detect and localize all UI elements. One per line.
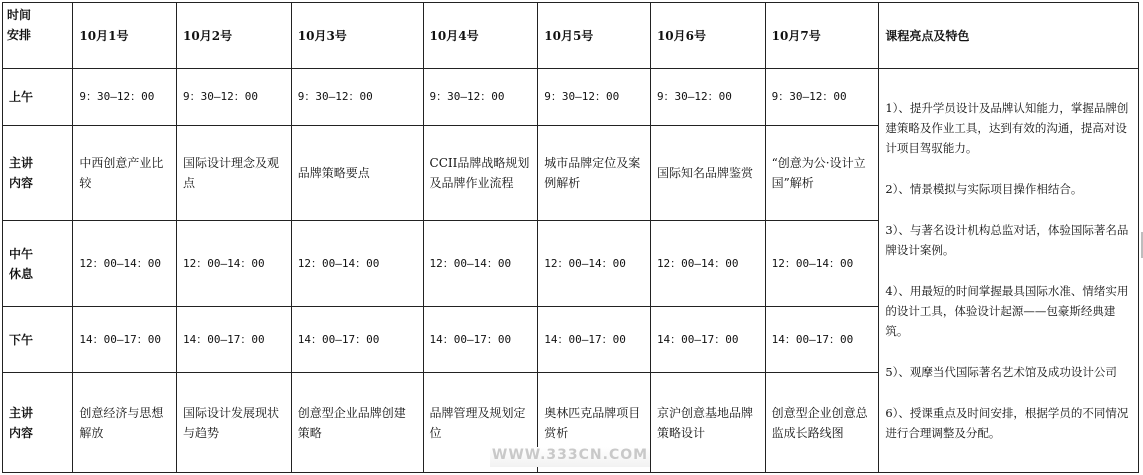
topic-cell: CCII品牌战略规划及品牌作业流程: [423, 126, 538, 221]
schedule-table: [2, 2, 1139, 473]
row-label-noon: 中午 休息: [3, 221, 73, 307]
time-cell: 14：00—17：00: [177, 307, 292, 373]
topic-cell: 创意型企业创意总监成长路线图: [765, 373, 879, 473]
time-cell: 9：30—12：00: [538, 69, 651, 126]
time-cell: 9：30—12：00: [650, 69, 765, 126]
watermark: WWW.333CN.COM: [490, 447, 650, 467]
topic-cell: 京沪创意基地品牌策略设计: [650, 373, 765, 473]
corner-label: 时间 安排: [3, 3, 73, 69]
topic-cell: 国际知名品牌鉴赏: [650, 126, 765, 221]
feature-item: 1）、提升学员设计及品牌认知能力，掌握品牌创建策略及作业工具，达到有效的沟通，提高对设计项目驾驭能力。: [885, 101, 1129, 155]
date-header-3: 10月3号: [291, 3, 423, 69]
feature-item: 2）、情景模拟与实际项目操作相结合。: [885, 182, 1083, 196]
time-cell: 9：30—12：00: [291, 69, 423, 126]
features-header: 课程亮点及特色: [879, 3, 1139, 69]
date-header-1: 10月1号: [73, 3, 177, 69]
topic-cell: 品牌策略要点: [291, 126, 423, 221]
date-header-4: 10月4号: [423, 3, 538, 69]
time-cell: 9：30—12：00: [423, 69, 538, 126]
topic-cell: “创意为公·设计立国”解析: [765, 126, 879, 221]
topic-cell: 国际设计理念及观点: [177, 126, 292, 221]
topic-cell: 创意经济与思想解放: [73, 373, 177, 473]
row-label-morning: 上午: [3, 69, 73, 126]
topic-cell: 创意型企业品牌创建策略: [291, 373, 423, 473]
time-cell: 14：00—17：00: [423, 307, 538, 373]
time-cell: 12：00—14：00: [650, 221, 765, 307]
topic-cell: 品牌管理及规划定位: [423, 373, 538, 473]
topic-cell: 城市品牌定位及案例解析: [538, 126, 651, 221]
time-cell: 12：00—14：00: [538, 221, 651, 307]
feature-item: 3）、与著名设计机构总监对话，体验国际著名品牌设计案例。: [885, 223, 1129, 257]
feature-item: 5）、观摩当代国际著名艺术馆及成功设计公司: [885, 365, 1117, 379]
time-cell: 14：00—17：00: [765, 307, 879, 373]
time-cell: 12：00—14：00: [765, 221, 879, 307]
time-cell: 9：30—12：00: [177, 69, 292, 126]
features-cell: [879, 69, 1139, 473]
header-row: [3, 3, 1139, 69]
time-cell: 14：00—17：00: [650, 307, 765, 373]
time-cell: 12：00—14：00: [73, 221, 177, 307]
topic-cell: 国际设计发展现状与趋势: [177, 373, 292, 473]
row-label-topics-pm: 主讲 内容: [3, 373, 73, 473]
topic-cell: 奥林匹克品牌项目赏析: [538, 373, 651, 473]
row-label-topics-am: 主讲 内容: [3, 126, 73, 221]
feature-item: 6）、授课重点及时间安排，根据学员的不同情况进行合理调整及分配。: [885, 406, 1129, 440]
row-label-afternoon: 下午: [3, 307, 73, 373]
date-header-5: 10月5号: [538, 3, 651, 69]
time-cell: 12：00—14：00: [423, 221, 538, 307]
morning-row: [3, 69, 1139, 126]
time-cell: 9：30—12：00: [765, 69, 879, 126]
date-header-7: 10月7号: [765, 3, 879, 69]
time-cell: 14：00—17：00: [73, 307, 177, 373]
date-header-6: 10月6号: [650, 3, 765, 69]
topic-cell: 中西创意产业比较: [73, 126, 177, 221]
time-cell: 14：00—17：00: [291, 307, 423, 373]
date-header-2: 10月2号: [177, 3, 292, 69]
time-cell: 14：00—17：00: [538, 307, 651, 373]
feature-item: 4）、用最短的时间掌握最具国际水准、情绪实用的设计工具，体验设计起源——包豪斯经典建筑。: [885, 284, 1129, 338]
time-cell: 9：30—12：00: [73, 69, 177, 126]
time-cell: 12：00—14：00: [291, 221, 423, 307]
time-cell: 12：00—14：00: [177, 221, 292, 307]
